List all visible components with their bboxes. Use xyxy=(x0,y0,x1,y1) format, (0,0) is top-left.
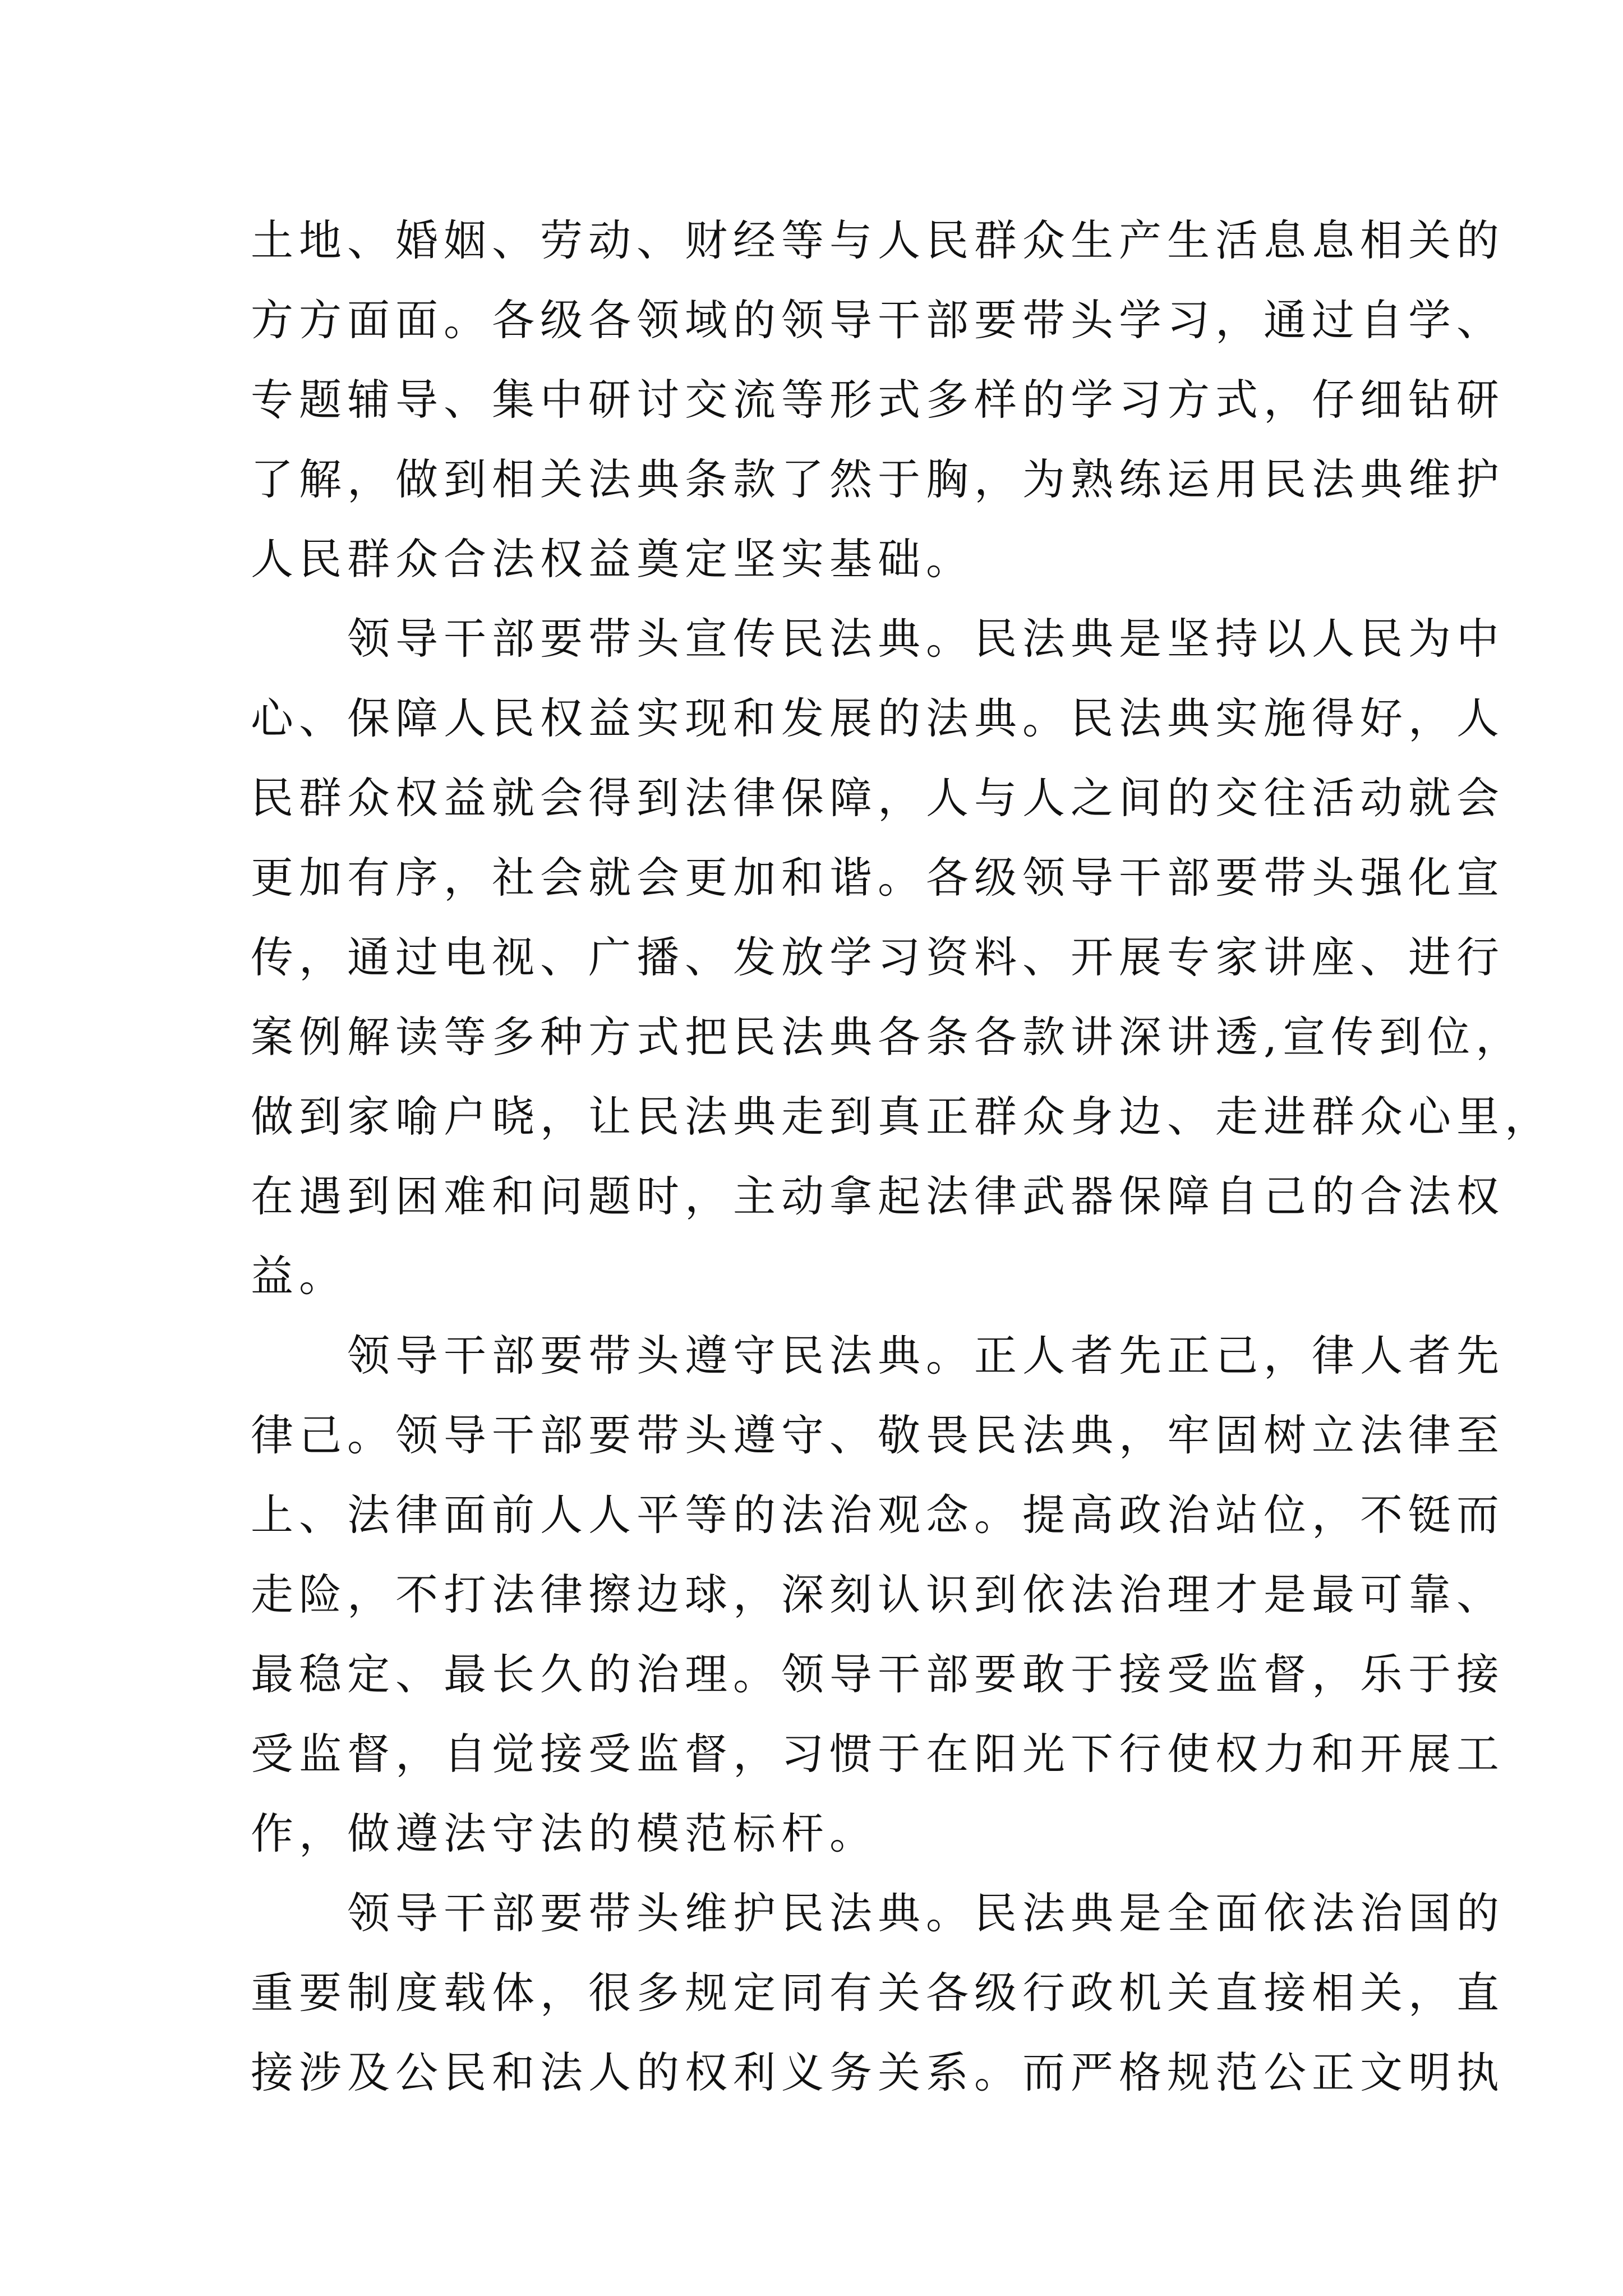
text-line: 走险，不打法律擦边球，深刻认识到依法治理才是最可靠、 xyxy=(251,1570,1505,1619)
text-line: 接涉及公民和法人的权利义务关系。而严格规范公正文明执 xyxy=(251,2047,1505,2097)
paragraph-first-line: 领导干部要带头宣传民法典。民法典是坚持以人民为中 xyxy=(347,614,1505,664)
text-line: 律己。领导干部要带头遵守、敬畏民法典，牢固树立法律至 xyxy=(251,1410,1505,1460)
document-body xyxy=(251,201,1553,2113)
text-line: 作，做遵法守法的模范标杆。 xyxy=(251,1809,878,1858)
text-line: 最稳定、最长久的治理。领导干部要敢于接受监督，乐于接 xyxy=(251,1649,1505,1699)
text-line: 做到家喻户晓，让民法典走到真正群众身边、走进群众心里， xyxy=(251,1092,1553,1142)
paragraph-first-line: 领导干部要带头维护民法典。民法典是全面依法治国的 xyxy=(347,1888,1505,1938)
text-line: 在遇到困难和问题时，主动拿起法律武器保障自己的合法权 xyxy=(251,1171,1505,1221)
text-line: 了解，做到相关法典条款了然于胸，为熟练运用民法典维护 xyxy=(251,454,1505,504)
paragraph-first-line: 领导干部要带头遵守民法典。正人者先正己，律人者先 xyxy=(347,1331,1505,1381)
text-line: 更加有序，社会就会更加和谐。各级领导干部要带头强化宣 xyxy=(251,853,1505,903)
text-line: 益。 xyxy=(251,1251,347,1301)
text-line: 人民群众合法权益奠定坚实基础。 xyxy=(251,534,974,584)
text-line: 传，通过电视、广播、发放学习资料、开展专家讲座、进行 xyxy=(251,932,1505,982)
text-line: 重要制度载体，很多规定同有关各级行政机关直接相关，直 xyxy=(251,1968,1505,2018)
text-line: 案例解读等多种方式把民法典各条各款讲深讲透,宣传到位， xyxy=(251,1012,1524,1062)
text-line: 上、法律面前人人平等的法治观念。提高政治站位，不铤而 xyxy=(251,1490,1505,1540)
text-line: 民群众权益就会得到法律保障，人与人之间的交往活动就会 xyxy=(251,773,1505,823)
text-line: 方方面面。各级各领域的领导干部要带头学习，通过自学、 xyxy=(251,295,1505,345)
text-line: 受监督，自觉接受监督，习惯于在阳光下行使权力和开展工 xyxy=(251,1729,1505,1779)
text-line: 专题辅导、集中研讨交流等形式多样的学习方式，仔细钻研 xyxy=(251,375,1505,425)
text-line: 土地、婚姻、劳动、财经等与人民群众生产生活息息相关的 xyxy=(251,215,1505,265)
text-line: 心、保障人民权益实现和发展的法典。民法典实施得好，人 xyxy=(251,693,1505,743)
